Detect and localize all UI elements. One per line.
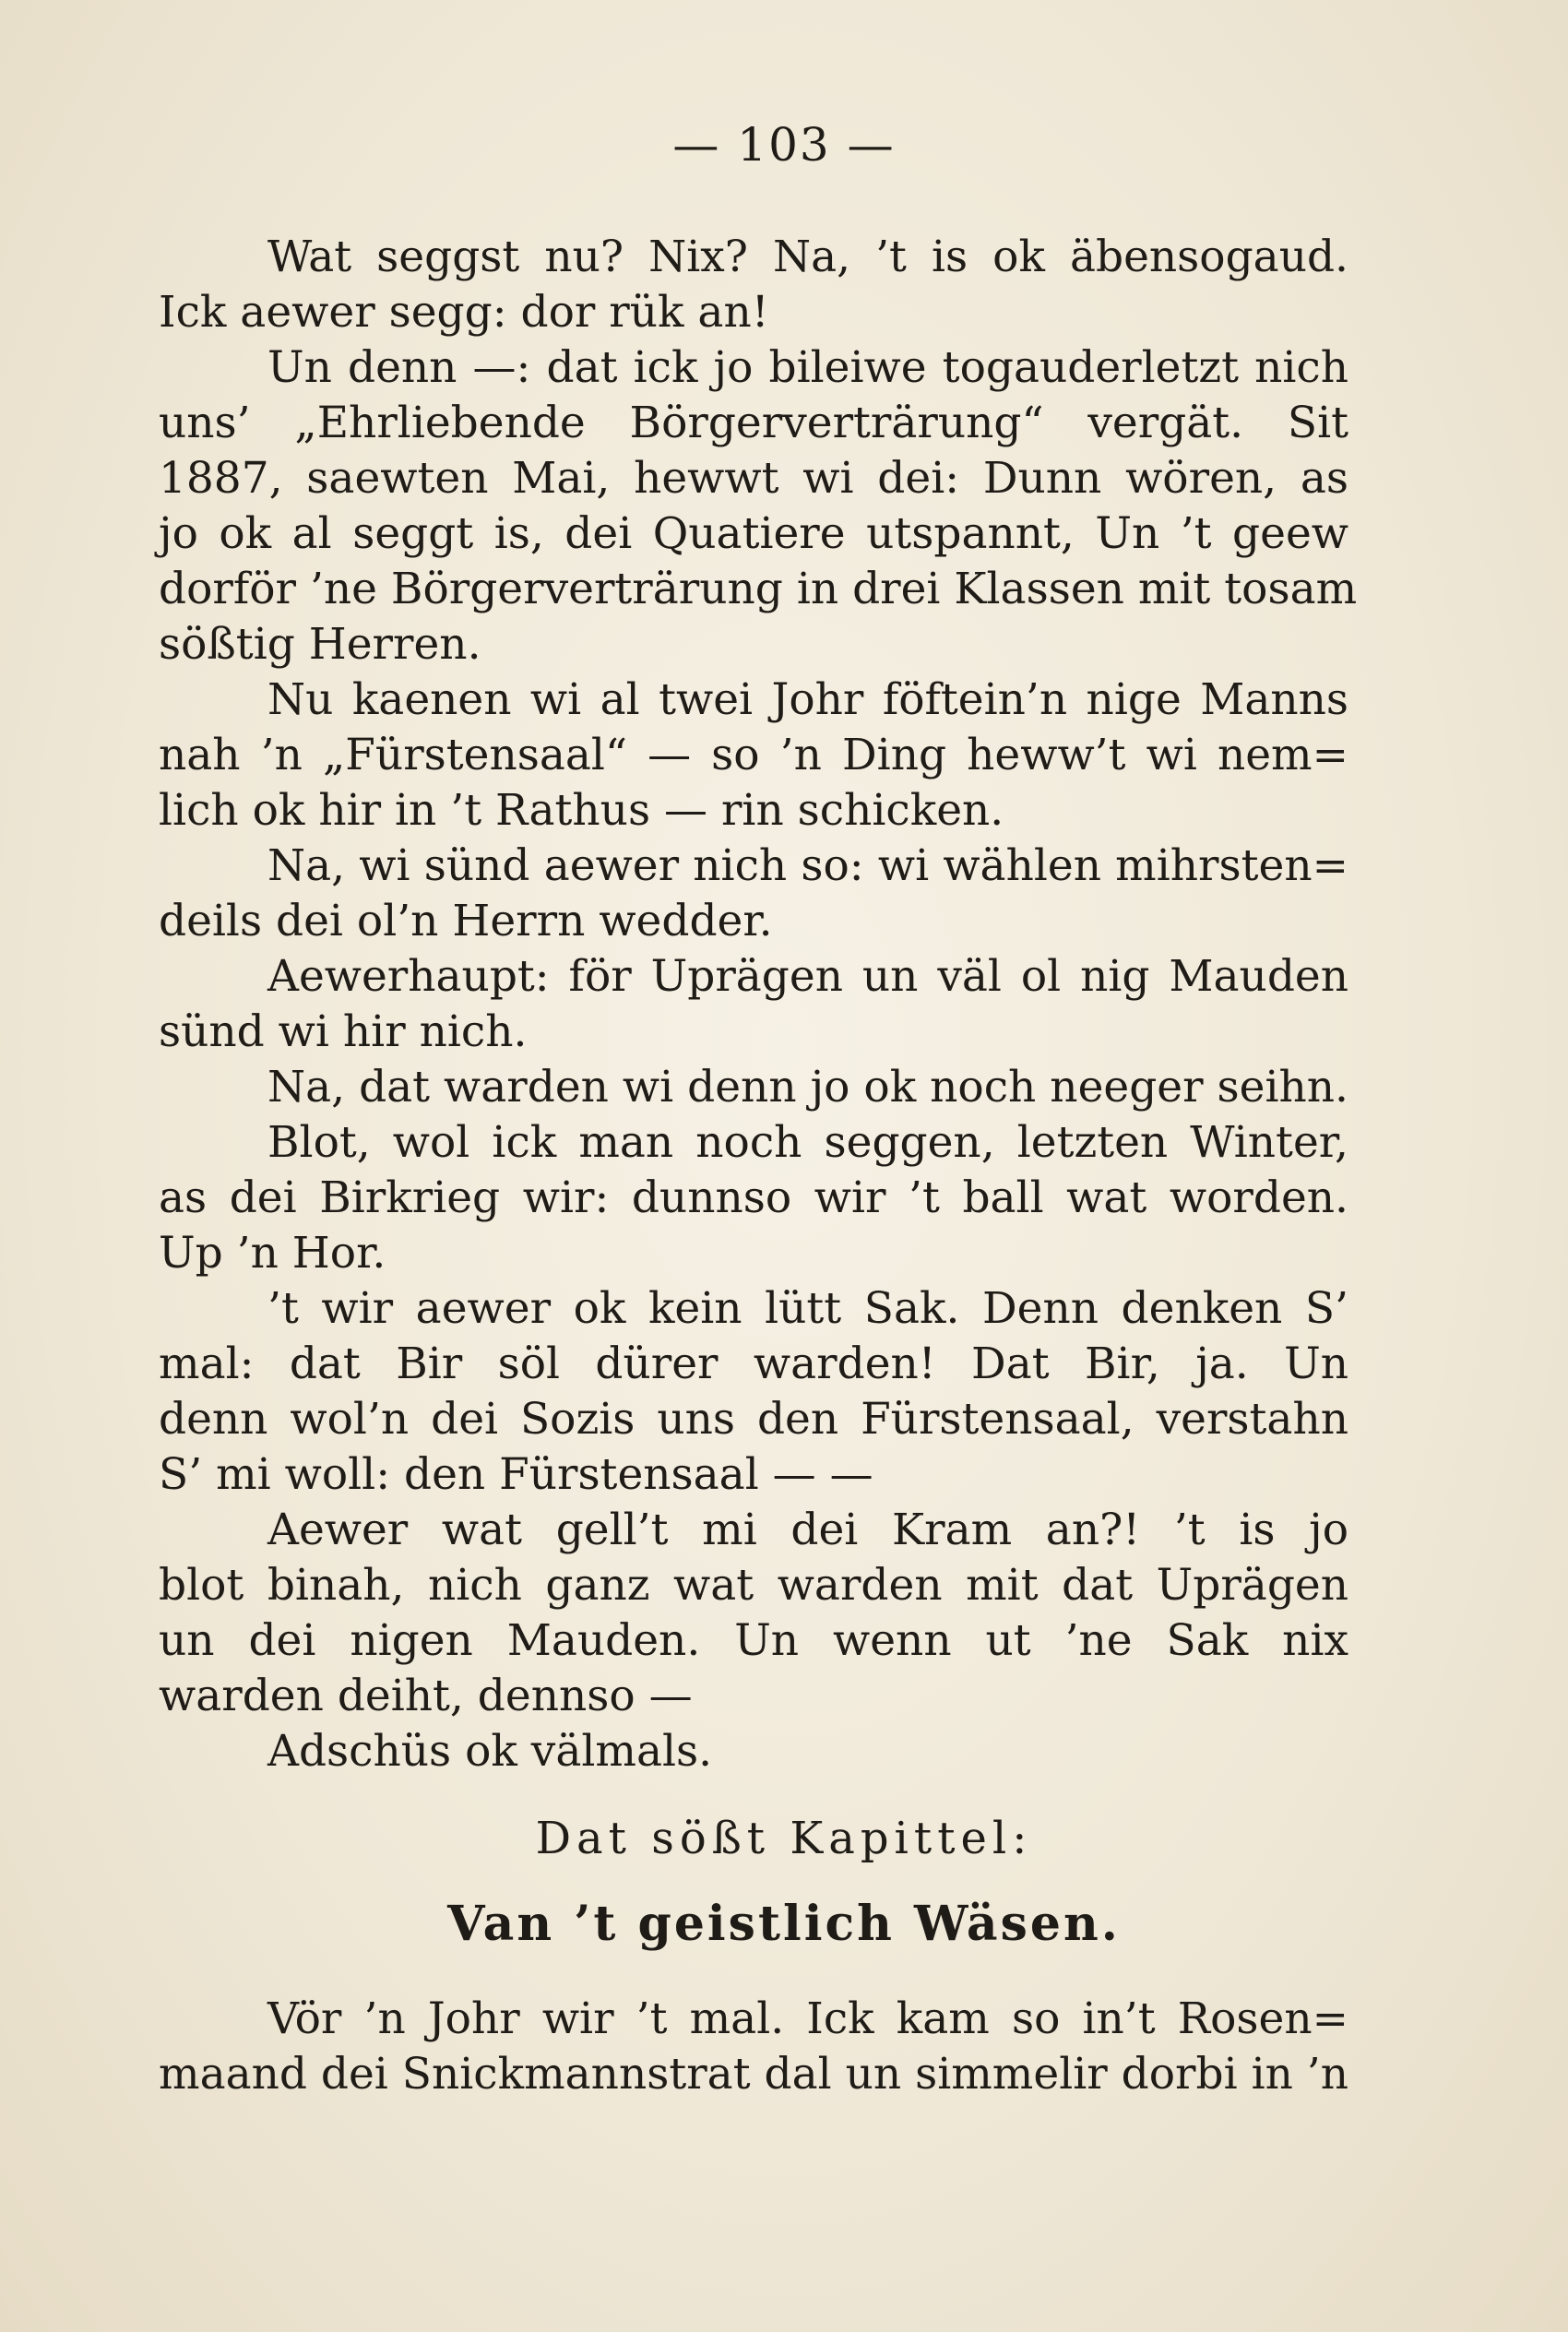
text-line-13: deils dei ol’n Herrn wedder. [159, 896, 773, 946]
chapter-title: Van ’t geistlich Wäsen. [447, 1896, 1121, 1952]
text-line-14: Aewerhaupt: för Uprägen un väl ol nig Mauden [267, 951, 1348, 1002]
text-line-20: ’t wir aewer ok kein lütt Sak. Denn denken S’ [267, 1283, 1348, 1334]
text-line-7: dorför ’ne Börgerverträrung in drei Klassen mit tosam [159, 564, 1358, 614]
text-line-22: denn wol’n dei Sozis uns den Fürstensaal, verstahn [159, 1394, 1348, 1445]
text-line-4: uns’ „Ehrliebende Börgerverträrung“ vergät. Sit [159, 398, 1348, 448]
text-line-25: blot binah, nich ganz wat warden mit dat Uprägen [159, 1560, 1348, 1611]
text-line-30: maand dei Snickmannstrat dal un simmelir dorbi in ’n [159, 2049, 1349, 2100]
text-line-11: lich ok hir in ’t Rathus — rin schicken. [159, 785, 1004, 836]
text-line-6: jo ok al seggt is, dei Quatiere utspannt, Un ’t geew [159, 508, 1348, 559]
page-number: — 103 — [672, 118, 896, 172]
text-line-18: as dei Birkrieg wir: dunnso wir ’t ball wat worden. [159, 1172, 1348, 1223]
text-line-23: S’ mi woll: den Fürstensaal — — [159, 1449, 873, 1500]
text-line-27: warden deiht, dennso — [159, 1671, 693, 1721]
text-line-10: nah ’n „Fürstensaal“ — so ’n Ding heww’t wi nem= [159, 730, 1348, 780]
text-line-29: Vör ’n Johr wir ’t mal. Ick kam so in’t Rosen= [267, 1993, 1348, 2044]
text-line-17: Blot, wol ick man noch seggen, letzten Winter, [267, 1117, 1348, 1168]
text-line-8: sößtig Herren. [159, 619, 481, 670]
text-line-19: Up ’n Hor. [159, 1228, 386, 1279]
text-line-9: Nu kaenen wi al twei Johr föftein’n nige Manns [267, 674, 1348, 725]
text-line-15: sünd wi hir nich. [159, 1006, 528, 1057]
text-line-21: mal: dat Bir söl dürer warden! Dat Bir, ja. Un [159, 1339, 1348, 1389]
text-line-12: Na, wi sünd aewer nich so: wi wählen mihrsten= [267, 840, 1348, 891]
text-line-28: Adschüs ok välmals. [267, 1726, 713, 1777]
text-line-26: un dei nigen Mauden. Un wenn ut ’ne Sak nix [159, 1615, 1348, 1666]
chapter-label: Dat sößt Kapittel: [535, 1813, 1033, 1864]
text-line-3: Un denn —: dat ick jo bileiwe togauderletzt nich [267, 342, 1348, 393]
text-line-1: Wat seggst nu? Nix? Na, ’t is ok äbensogaud. [267, 232, 1348, 282]
text-line-24: Aewer wat gell’t mi dei Kram an?! ’t is jo [267, 1505, 1348, 1555]
text-line-2: Ick aewer segg: dor rük an! [159, 287, 769, 338]
text-line-16: Na, dat warden wi denn jo ok noch neeger seihn. [267, 1062, 1348, 1112]
text-line-5: 1887, saewten Mai, hewwt wi dei: Dunn wören, as [159, 453, 1348, 504]
